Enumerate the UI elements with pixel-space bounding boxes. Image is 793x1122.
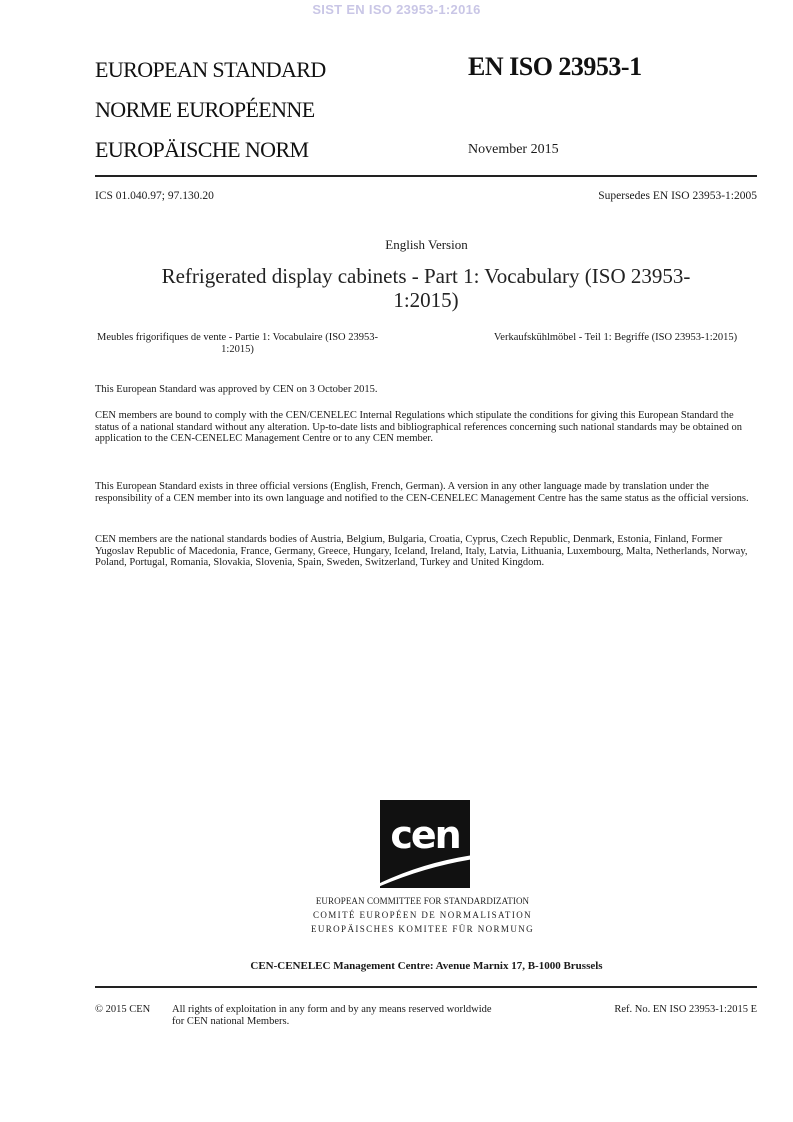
standard-name-french: NORME EUROPÉENNE [95, 97, 315, 122]
reference-number: Ref. No. EN ISO 23953-1:2015 E [614, 1004, 757, 1015]
management-centre-address: CEN-CENELEC Management Centre: Avenue Marnix 17, B-1000 Brussels [250, 960, 603, 972]
committee-name-german: EUROPÄISCHES KOMITEE FÜR NORMUNG [310, 924, 535, 934]
title-french: Meubles frigorifiques de vente - Partie 1: Vocabulaire (ISO 23953-1:2015) [97, 332, 378, 355]
version-label: English Version [385, 237, 468, 252]
members-paragraph: CEN members are the national standards bodies of Austria, Belgium, Bulgaria, Croatia, Cyprus, Czech Republic, Denmark, Estonia, Finland, Former Yugoslav Republic of Macedonia, France, Germany, Greece, Hungary, Iceland, Ireland, Italy, Latvia, Lithuania, Luxembourg, Malta, Netherlands, Norway, Poland, Portugal, Romania, Slovakia, Slovenia, Spain, Sweden, Switzerland, Turkey and United Kingdom. [95, 534, 748, 568]
standard-name-german: EUROPÄISCHE NORM [95, 137, 309, 162]
copyright: © 2015 CEN [95, 1004, 151, 1015]
watermark: SIST EN ISO 23953-1:2016 [312, 2, 481, 17]
svg-text:cen: cen [390, 813, 460, 857]
committee-name-french: COMITÉ EUROPÉEN DE NORMALISATION [312, 910, 533, 920]
regulations-paragraph: CEN members are bound to comply with the CEN/CENELEC Internal Regulations which stipulate the conditions for giving this European Standard the status of a national standard without any alteration. Up-to-date lists and bibliographical references concerning such national standards may be obtained on application to the CEN-CENELEC Management Centre or to any CEN member. [95, 410, 743, 444]
title-german: Verkaufskühlmöbel - Teil 1: Begriffe (ISO 23953-1:2015) [493, 332, 738, 343]
header-divider [95, 175, 757, 177]
footer-divider [95, 986, 757, 988]
versions-paragraph: This European Standard exists in three official versions (English, French, German). A version in any other language made by translation under the responsibility of a CEN member into its own language and notified to the CEN-CENELEC Management Centre has the same status as the official versions. [95, 481, 749, 504]
standard-name-english: EUROPEAN STANDARD [95, 57, 326, 82]
publication-date: November 2015 [468, 142, 559, 157]
approval-paragraph: This European Standard was approved by CEN on 3 October 2015. [95, 384, 378, 395]
rights-statement: All rights of exploitation in any form and by any means reserved worldwide for CEN national Members. [172, 1004, 492, 1027]
document-title: Refrigerated display cabinets - Part 1: Vocabulary (ISO 23953-1:2015) [161, 264, 691, 312]
committee-name-english: EUROPEAN COMMITTEE FOR STANDARDIZATION [315, 896, 530, 906]
cen-logo-icon [380, 800, 470, 888]
standard-number: EN ISO 23953-1 [468, 52, 642, 81]
ics-codes: ICS 01.040.97; 97.130.20 [95, 190, 214, 202]
supersedes-note: Supersedes EN ISO 23953-1:2005 [598, 190, 757, 202]
